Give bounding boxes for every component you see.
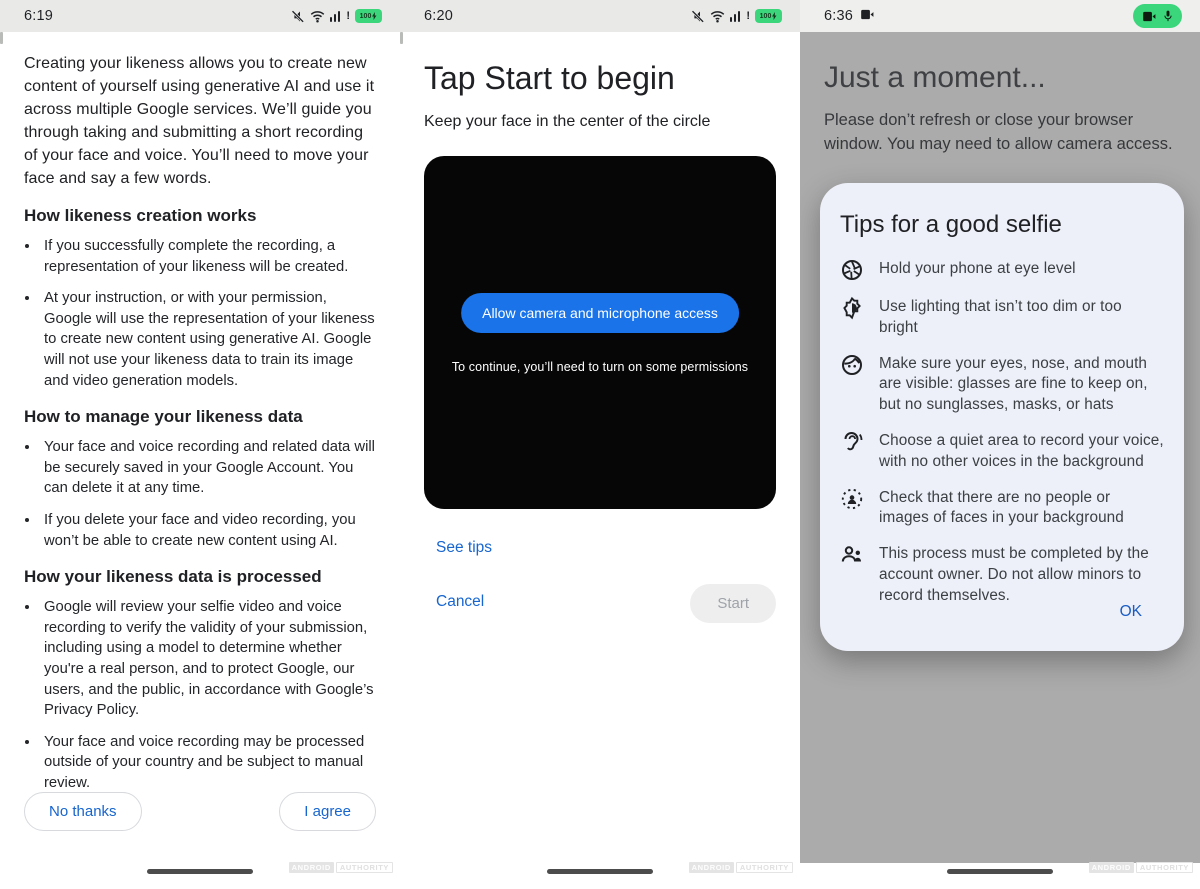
tip-text: Make sure your eyes, nose, and mouth are visible: glasses are fine to keep on, but no sunglasses, masks, or hats xyxy=(879,354,1148,414)
clock: 6:20 xyxy=(424,8,454,24)
tip-text: This process must be completed by the account owner. Do not allow minors to record themselves. xyxy=(879,545,1149,604)
camera-mic-in-use-indicator xyxy=(1133,4,1182,28)
section-list-data-processed xyxy=(24,597,376,793)
gesture-handle[interactable] xyxy=(947,869,1053,874)
phone-screen-tips xyxy=(800,0,1200,889)
hearing-icon xyxy=(840,430,864,454)
wifi-icon xyxy=(310,10,325,23)
signal-strength-icon xyxy=(730,10,741,22)
section-heading-data-processed: How your likeness data is processed xyxy=(24,567,322,587)
clock: 6:36 xyxy=(824,8,854,24)
watermark: ANDROID AUTHORITY xyxy=(289,862,393,873)
status-bar xyxy=(400,0,800,32)
face-icon xyxy=(840,353,864,377)
consent-button-row xyxy=(24,792,376,831)
list-item xyxy=(840,487,1164,530)
tips-dialog xyxy=(820,183,1184,651)
brightness-icon xyxy=(840,296,864,320)
bullet-item: • Your face and voice recording and related data will be securely saved in your Google Account. You can delete it at any time. xyxy=(40,437,376,499)
list-item xyxy=(840,543,1164,606)
section-list-how-it-works xyxy=(24,236,376,391)
page-title: Just a moment... xyxy=(824,61,1046,94)
tip-text: Choose a quiet area to record your voice, with no other voices in the background xyxy=(879,431,1164,470)
videocam-active-icon xyxy=(860,7,874,25)
watermark: ANDROID AUTHORITY xyxy=(1089,862,1193,873)
status-bar xyxy=(0,0,400,32)
start-button-disabled[interactable]: Start xyxy=(690,584,776,623)
aperture-icon xyxy=(840,258,864,282)
tip-text: Use lighting that isn’t too dim or too bright xyxy=(879,298,1122,336)
i-agree-button[interactable]: I agree xyxy=(279,792,376,831)
no-data-exclamation-icon: ! xyxy=(346,10,350,22)
camera-preview-area xyxy=(424,156,776,509)
tip-text: Check that there are no people or images of faces in your background xyxy=(879,488,1124,527)
wifi-icon xyxy=(710,10,725,23)
ok-button[interactable]: OK xyxy=(1119,603,1142,620)
bullet-item: • If you successfully complete the recording, a representation of your likeness will be created. xyxy=(40,236,376,277)
tip-text: Hold your phone at eye level xyxy=(879,260,1076,277)
list-item xyxy=(840,296,1164,339)
section-heading-how-it-works: How likeness creation works xyxy=(24,206,257,225)
bullet-item: • At your instruction, or with your permission, Google will use the representation of your likeness to create new content using generative AI. Google will not use your likeness data to train its image and video generation models. xyxy=(40,288,376,391)
clock: 6:19 xyxy=(24,8,54,24)
phone-screen-start xyxy=(400,0,800,889)
gesture-handle[interactable] xyxy=(547,869,653,874)
account-owner-icon xyxy=(840,543,864,567)
consent-intro-text: Creating your likeness allows you to create new content of yourself using generative AI and use it across multiple Google services. We’ll guide you through taking and submitting a short recording of your face and voice. You’ll need to move your face and say a few words. xyxy=(24,55,375,187)
dialog-title: Tips for a good selfie xyxy=(840,211,1062,238)
permissions-hint-text: To continue, you’ll need to turn on some permissions xyxy=(451,360,749,374)
section-list-manage-data xyxy=(24,437,376,551)
no-thanks-button[interactable]: No thanks xyxy=(24,792,142,831)
page-subtitle: Please don’t refresh or close your browser window. You may need to allow camera access. xyxy=(824,111,1173,153)
videocam-icon xyxy=(1142,11,1156,22)
see-tips-link[interactable]: See tips xyxy=(436,539,493,556)
page-title: Tap Start to begin xyxy=(424,60,675,96)
list-item xyxy=(840,353,1164,416)
list-item xyxy=(840,430,1164,473)
watermark: ANDROID AUTHORITY xyxy=(689,862,793,873)
page-subtitle: Keep your face in the center of the circle xyxy=(424,113,711,130)
bullet-item: • Your face and voice recording may be processed outside of your country and be subject to manual review. xyxy=(40,732,376,794)
no-data-exclamation-icon: ! xyxy=(746,10,750,22)
mic-icon xyxy=(1163,10,1173,23)
signal-strength-icon xyxy=(330,10,341,22)
list-item xyxy=(840,258,1164,282)
section-heading-manage-data: How to manage your likeness data xyxy=(24,407,303,427)
volume-muted-icon xyxy=(690,9,705,24)
allow-camera-mic-button[interactable]: Allow camera and microphone access xyxy=(461,293,739,333)
battery-icon: 100 xyxy=(355,9,382,23)
gesture-handle[interactable] xyxy=(147,869,253,874)
status-bar xyxy=(800,0,1200,32)
no-faces-icon xyxy=(840,487,864,511)
volume-muted-icon xyxy=(290,9,305,24)
bullet-item: • Google will review your selfie video and voice recording to verify the validity of your submission, including using a model to determine whether you're a real person, and to protect Google, our users, and the public, in accordance with Google’s Privacy Policy. xyxy=(40,597,376,721)
bullet-item: • If you delete your face and video recording, you won’t be able to create new content using AI. xyxy=(40,510,376,551)
phone-screen-consent xyxy=(0,0,400,889)
battery-icon: 100 xyxy=(755,9,782,23)
cancel-link[interactable]: Cancel xyxy=(436,593,485,610)
